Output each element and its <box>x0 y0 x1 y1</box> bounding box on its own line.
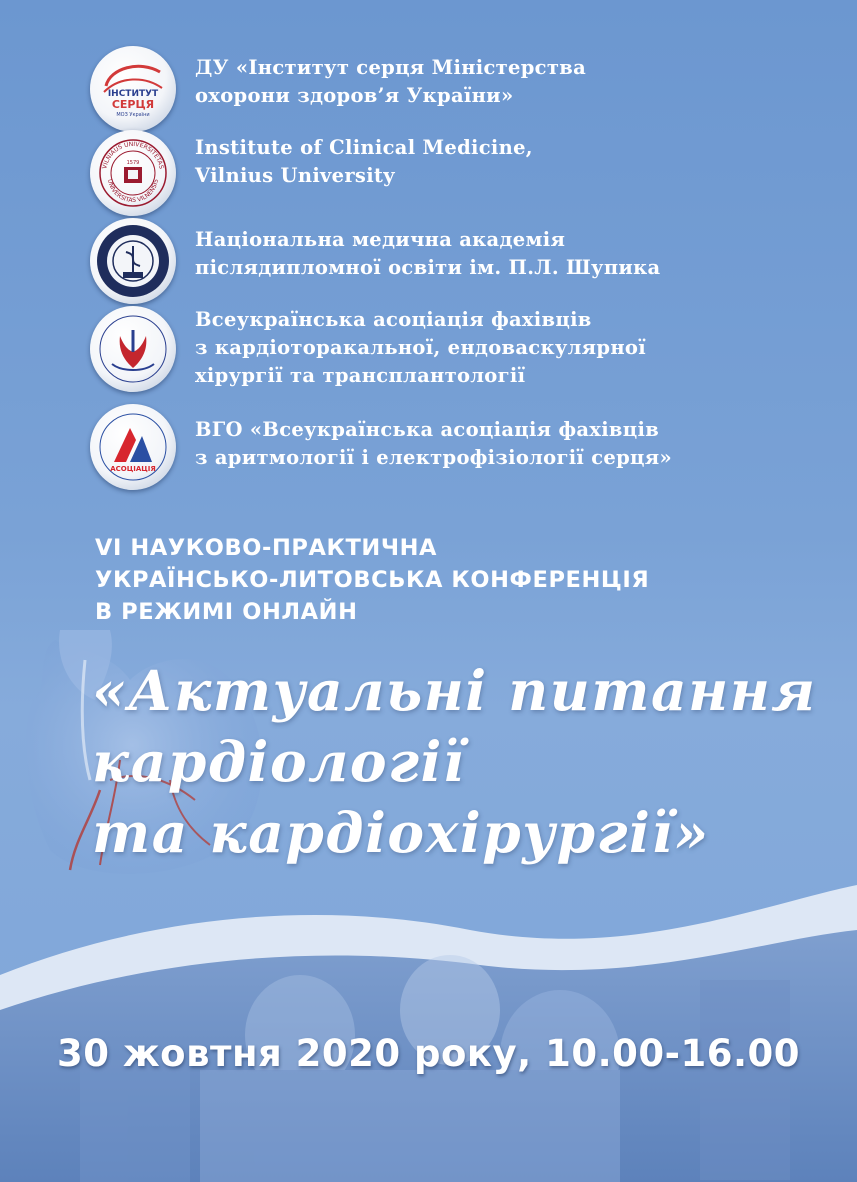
partner-name <box>195 54 795 110</box>
partners-list <box>90 40 810 492</box>
partner-item <box>90 306 810 404</box>
title-line: та кардіохірургії» <box>92 800 710 865</box>
partner-name-line: Всеукраїнська асоціація фахівців <box>195 308 592 331</box>
logo-text-top: ІНСТИТУТ <box>107 89 159 99</box>
partner-name <box>195 416 795 472</box>
logo-text-small: МОЗ України <box>116 112 150 118</box>
logo-text-main: АСОЦІАЦІЯ <box>110 465 156 473</box>
conference-heading <box>95 532 815 628</box>
seal-ring-bottom: UNIVERSITAS VILNENSIS <box>106 178 160 205</box>
arrhythmology-association-logo-icon <box>90 404 176 490</box>
partner-name-line: Institute of Clinical Medicine, <box>195 136 533 159</box>
partner-name <box>195 226 795 282</box>
partner-item <box>90 40 810 130</box>
seal-year: 1579 <box>126 160 140 166</box>
title-line: «Актуальні питання <box>92 658 817 723</box>
partner-name-line: Національна медична академія <box>195 228 566 251</box>
event-date: 30 жовтня 2020 року, 10.00-16.00 <box>56 1032 801 1075</box>
conference-line: УКРАЇНСЬКО-ЛИТОВСЬКА КОНФЕРЕНЦІЯ <box>95 567 650 593</box>
partner-name <box>195 134 795 190</box>
partner-name-line: післядипломної освіти ім. П.Л. Шупика <box>195 256 661 279</box>
partner-item <box>90 130 810 218</box>
partner-name-line: ВГО «Всеукраїнська асоціація фахівців <box>195 418 660 441</box>
partner-name-line: з кардіоторакальної, ендоваскулярної <box>195 336 646 359</box>
cardiothoracic-association-logo-icon <box>90 306 176 392</box>
conference-line: VI НАУКОВО-ПРАКТИЧНА <box>95 535 438 561</box>
logo-text-main: СЕРЦЯ <box>111 98 155 111</box>
partner-name-line: охорони здоров’я України» <box>195 84 514 107</box>
partner-name-line: ДУ «Інститут серця Міністерства <box>195 56 587 79</box>
operating-room-wave <box>0 860 857 1182</box>
partner-name <box>195 306 795 390</box>
partner-name-line: Vilnius University <box>195 164 395 187</box>
title-line: кардіології <box>92 729 466 794</box>
partner-item <box>90 404 810 492</box>
vilnius-university-seal-icon <box>90 130 176 216</box>
partner-name-line: хірургії та трансплантології <box>195 364 526 387</box>
medical-academy-seal-icon <box>90 218 176 304</box>
seal-ring-top: VILNIAUS UNIVERSITETAS <box>101 140 165 170</box>
partner-name-line: з аритмології і електрофізіології серця» <box>195 446 672 469</box>
heart-institute-logo-icon <box>90 46 176 132</box>
partner-item <box>90 218 810 306</box>
conference-line: В РЕЖИМІ ОНЛАЙН <box>95 599 358 625</box>
conference-title <box>92 655 832 868</box>
